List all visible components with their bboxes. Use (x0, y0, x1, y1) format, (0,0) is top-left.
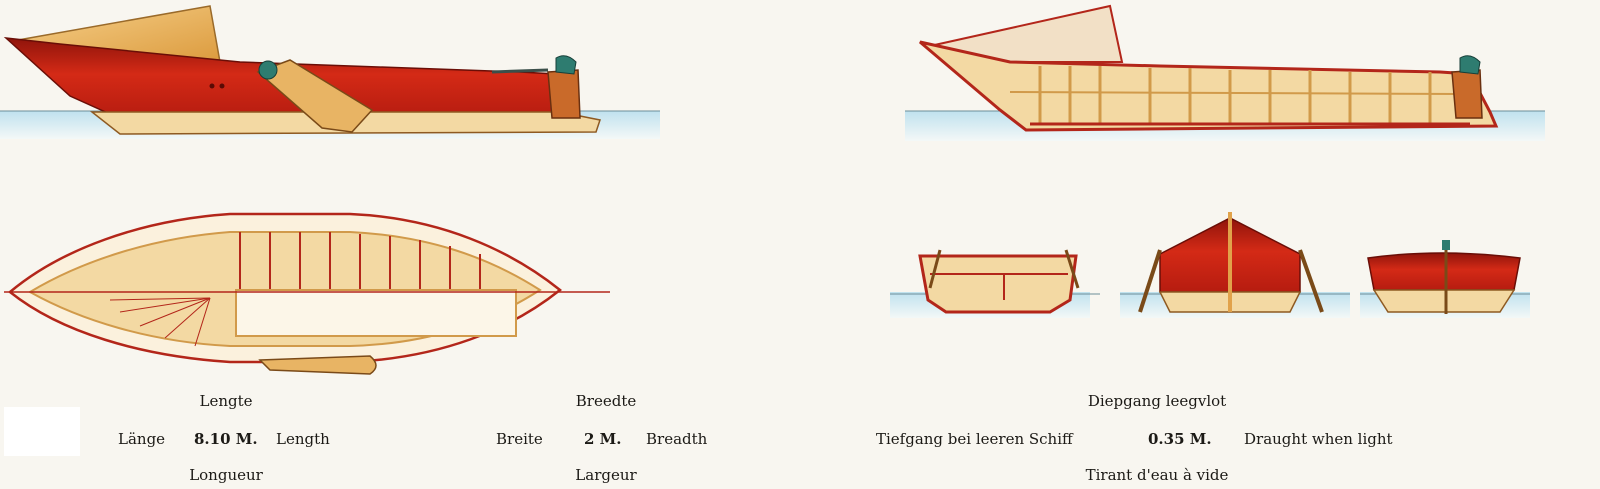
draught-french: Tirant d'eau à vide (1085, 466, 1229, 484)
stem-post-2 (1452, 70, 1482, 118)
breadth-german: Breite (496, 430, 543, 448)
length-french: Longueur (189, 466, 263, 484)
scupper-2 (220, 84, 225, 89)
longitudinal-section (905, 6, 1545, 141)
stem-cap-2 (1460, 56, 1480, 74)
cross-section (890, 250, 1100, 318)
draught-dutch: Diepgang leegvlot (1087, 392, 1227, 410)
length-value: 8.10 M. (194, 430, 258, 448)
draught-german: Tiefgang bei leeren Schiff (876, 430, 1073, 448)
plan-leeboard (260, 356, 376, 374)
draught-value: 0.35 M. (1148, 430, 1212, 448)
length-english: Length (276, 430, 330, 448)
leeboard-pivot (259, 61, 277, 79)
cs-hull (920, 256, 1076, 312)
deck-rail (492, 70, 548, 72)
bow-view (1120, 212, 1350, 318)
stern-cap (1442, 240, 1450, 250)
plan-hatch (236, 290, 516, 336)
plan-view (4, 214, 610, 374)
blank-patch (4, 407, 80, 456)
stern-red (1368, 253, 1520, 290)
stern-tan (1374, 290, 1514, 312)
stem-post (548, 70, 580, 118)
stern-view (1360, 240, 1530, 318)
length-dutch: Lengte (199, 392, 253, 410)
breadth-english: Breadth (646, 430, 708, 448)
breadth-value: 2 M. (584, 430, 622, 448)
breadth-french: Largeur (575, 466, 637, 484)
length-german: Länge (118, 430, 166, 448)
scupper-1 (210, 84, 215, 89)
breadth-dutch: Breedte (575, 392, 637, 410)
draught-english: Draught when light (1244, 430, 1393, 448)
stem-cap (556, 56, 576, 74)
side-elevation (0, 6, 660, 139)
